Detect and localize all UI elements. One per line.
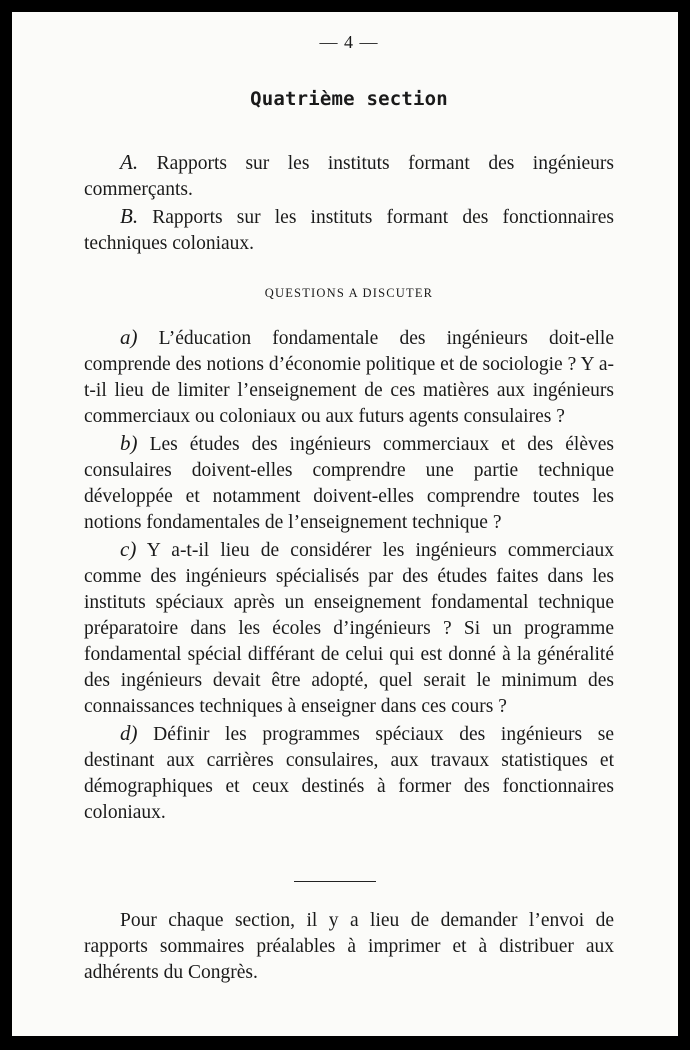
closing-paragraph: Pour chaque section, il y a lieu de demander l’envoi de rapports sommaires préalables à imprimer et à distribuer aux adhérents du Congrès.: [84, 910, 614, 983]
question-text-d: Définir les programmes spéciaux des ingénieurs se destinant aux carrières consulaires, aux travaux statistiques et démographiques et ceux destinés à former des fonctionnaires coloniaux.: [84, 724, 614, 823]
section-title: Quatrième section: [250, 88, 448, 110]
question-paragraph-c: [84, 536, 614, 720]
questions-heading: QUESTIONS A DISCUTER: [264, 286, 434, 300]
question-text-c: Y a-t-il lieu de considérer les ingénieurs commerciaux comme des ingénieurs spécialisés par des études faites dans les instituts spéciaux après un enseignement fondamental technique préparatoire dans les écoles d’ingénieurs ? Si un programme fondamental spécial différant de celui qui est donné à la généralité des ingénieurs devait être adopté, quel serait le minimum des connaissances techniques à enseigner dans ces cours ?: [84, 540, 614, 717]
section-divider: [294, 881, 376, 882]
reports-block: [84, 149, 614, 257]
report-paragraph-a: [84, 149, 614, 203]
question-letter-b: b): [120, 431, 138, 455]
question-paragraph-a: [84, 324, 614, 430]
question-letter-d: d): [120, 721, 138, 745]
report-paragraph-b: [84, 203, 614, 257]
question-paragraph-b: [84, 430, 614, 536]
report-text-a: Rapports sur les instituts formant des ingénieurs commerçants.: [84, 153, 615, 200]
closing-block: [84, 908, 614, 986]
report-text-b: Rapports sur les instituts formant des fonctionnaires techniques coloniaux.: [84, 207, 614, 254]
question-letter-c: c): [120, 537, 137, 561]
report-letter-b: B.: [120, 204, 139, 228]
page-number: — 4 —: [319, 32, 379, 52]
question-paragraph-d: [84, 720, 614, 826]
question-text-b: Les études des ingénieurs commerciaux et des élèves consulaires doivent-elles comprendre une partie technique développée et notamment doivent-elles comprendre toutes les notions fondamentales de l’enseignement technique ?: [84, 434, 615, 533]
document-page: [12, 12, 678, 1036]
questions-block: [84, 324, 614, 826]
question-letter-a: a): [120, 325, 138, 349]
report-letter-a: A.: [120, 150, 139, 174]
question-text-a: L’éducation fondamentale des ingénieurs doit-elle comprende des notions d’économie politique et de sociologie ? Y a-t-il lieu de limiter l’enseignement de ces matières aux ingénieurs commerciaux ou coloniaux ou aux futurs agents consulaires ?: [84, 328, 614, 427]
